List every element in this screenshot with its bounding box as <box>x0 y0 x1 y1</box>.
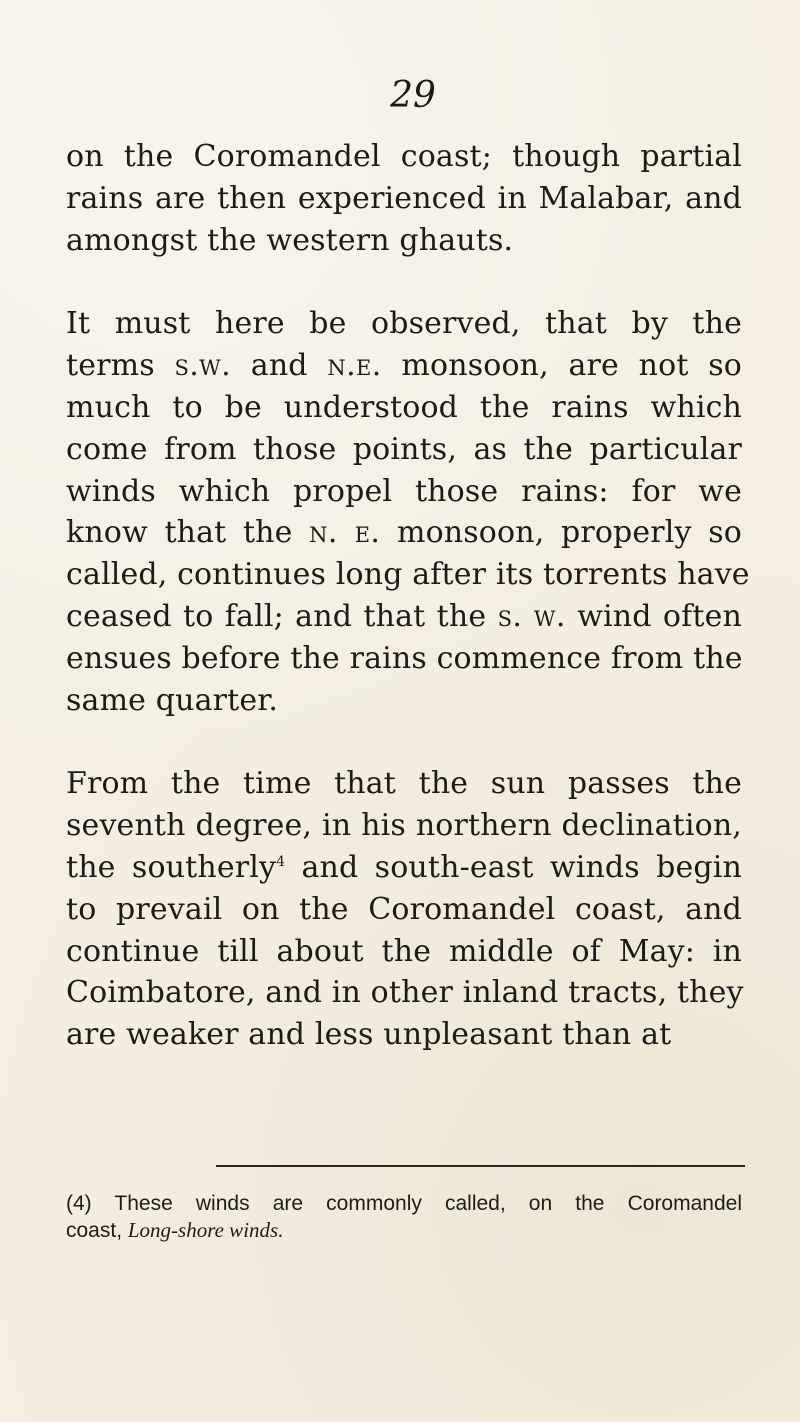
small-caps-abbreviation: s. w. <box>497 598 566 634</box>
text-run: From the time that the sun passes the <box>66 766 742 802</box>
footnote-text: coast, <box>66 1219 128 1242</box>
small-caps-abbreviation: s.w. <box>174 348 232 384</box>
text-run: same quarter. <box>66 682 279 718</box>
text-run: seventh degree, in his northern declination, <box>66 808 742 844</box>
footnote <box>66 1190 742 1244</box>
text-line <box>66 596 742 638</box>
text-line <box>66 554 750 596</box>
text-line <box>66 471 742 513</box>
text-line <box>66 638 742 680</box>
text-run: It must here be observed, that by the <box>66 306 742 342</box>
text-line <box>66 429 742 471</box>
text-run: winds which propel those rains: for we <box>66 473 742 509</box>
footnote-italic-text: Long-shore winds. <box>127 1218 284 1242</box>
text-line <box>66 972 742 1014</box>
text-line <box>66 1014 742 1056</box>
text-run: to prevail on the Coromandel coast, and <box>66 891 742 927</box>
text-line <box>66 178 742 220</box>
text-line <box>66 512 742 554</box>
text-line <box>66 805 742 847</box>
text-line <box>66 220 742 262</box>
text-run: wind often <box>565 598 742 634</box>
text-run: on the Coromandel coast; though partial <box>66 139 742 174</box>
text-run: amongst the western ghauts. <box>66 222 514 258</box>
text-line <box>66 889 742 931</box>
text-run: know that the <box>66 515 310 551</box>
text-line <box>66 303 742 345</box>
page-number: 29 <box>390 75 436 116</box>
text-line <box>66 763 742 805</box>
footnote-line <box>66 1217 742 1244</box>
text-run: and <box>231 348 328 384</box>
text-run: ceased to fall; and that the <box>66 598 498 634</box>
small-caps-abbreviation: n. e. <box>309 515 381 551</box>
text-run: and south-east winds begin <box>285 849 742 885</box>
text-run: Coimbatore, and in other inland tracts, they <box>66 975 744 1011</box>
text-run: the southerly <box>66 849 277 885</box>
small-caps-abbreviation: n.e. <box>327 348 382 384</box>
footnote-marker: 4 <box>276 853 286 870</box>
text-line <box>66 387 742 429</box>
paragraph <box>66 763 742 1056</box>
text-run: monsoon, are not so <box>381 348 742 384</box>
text-run: much to be understood the rains which <box>66 389 742 425</box>
text-run: continue till about the middle of May: in <box>66 933 742 969</box>
text-line <box>66 847 742 889</box>
text-line <box>66 931 742 973</box>
paragraph <box>66 303 750 721</box>
text-run: called, continues long after its torrents have <box>66 557 750 593</box>
text-run: ensues before the rains commence from the <box>66 640 743 676</box>
footnote-line: (4) These winds are commonly called, on the Coromandel <box>66 1192 742 1215</box>
text-run: come from those points, as the particular <box>66 431 742 467</box>
text-line <box>66 680 742 722</box>
text-run: terms <box>66 348 175 384</box>
text-run: rains are then experienced in Malabar, and <box>66 180 742 216</box>
body-text <box>66 136 750 1098</box>
text-line <box>66 345 742 387</box>
paragraph <box>66 136 742 261</box>
text-run: are weaker and less unpleasant than at <box>66 1017 672 1053</box>
text-run: monsoon, properly so <box>380 515 742 551</box>
text-line <box>66 136 742 178</box>
footnote-divider <box>216 1165 745 1167</box>
